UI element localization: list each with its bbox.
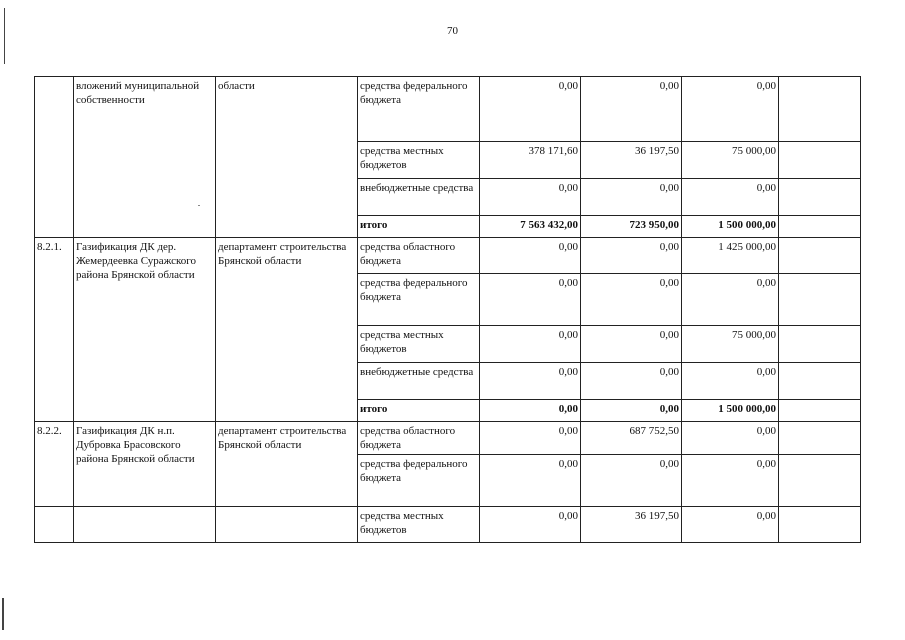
row-code-cell: [35, 77, 74, 238]
amount-cell-1: 0,00: [480, 422, 581, 455]
executor-cell: департамент строительства Брянской области: [216, 422, 358, 507]
amount-cell-3: 0,00: [682, 274, 779, 326]
amount-cell-2: 723 950,00: [581, 216, 682, 238]
funding-source-cell: итого: [358, 400, 480, 422]
amount-cell-1: 0,00: [480, 77, 581, 142]
amount-cell-2: 0,00: [581, 455, 682, 507]
extra-cell: [779, 326, 861, 363]
executor-cell: департамент строительства Брянской области: [216, 238, 358, 422]
row-code-cell: [35, 507, 74, 543]
amount-cell-1: 0,00: [480, 507, 581, 543]
amount-cell-2: 0,00: [581, 179, 682, 216]
extra-cell: [779, 179, 861, 216]
extra-cell: [779, 400, 861, 422]
amount-cell-1: 0,00: [480, 400, 581, 422]
funding-source-cell: средства федерального бюджета: [358, 274, 480, 326]
funding-source-cell: средства областного бюджета: [358, 422, 480, 455]
measure-name-cell: вложений муниципальной собственности: [74, 77, 216, 238]
executor-cell: [216, 507, 358, 543]
amount-cell-3: 0,00: [682, 507, 779, 543]
funding-source-cell: итого: [358, 216, 480, 238]
amount-cell-2: 0,00: [581, 274, 682, 326]
amount-cell-1: 0,00: [480, 363, 581, 400]
measure-name-cell: [74, 507, 216, 543]
amount-cell-3: 0,00: [682, 77, 779, 142]
row-code-cell: 8.2.2.: [35, 422, 74, 507]
table-row: [35, 238, 861, 274]
funding-source-cell: средства местных бюджетов: [358, 142, 480, 179]
funding-source-cell: средства федерального бюджета: [358, 77, 480, 142]
funding-source-cell: средства областного бюджета: [358, 238, 480, 274]
amount-cell-1: 0,00: [480, 179, 581, 216]
measure-name-cell: Газификация ДК н.п. Дубровка Брасовского района Брянской области: [74, 422, 216, 507]
amount-cell-1: 0,00: [480, 274, 581, 326]
scan-edge-mark: [2, 598, 4, 630]
table-row: [35, 77, 861, 142]
amount-cell-3: 0,00: [682, 422, 779, 455]
extra-cell: [779, 142, 861, 179]
funding-source-cell: внебюджетные средства: [358, 179, 480, 216]
extra-cell: [779, 363, 861, 400]
amount-cell-3: 1 500 000,00: [682, 400, 779, 422]
page-number: 70: [447, 25, 458, 37]
extra-cell: [779, 455, 861, 507]
amount-cell-3: 0,00: [682, 455, 779, 507]
extra-cell: [779, 274, 861, 326]
amount-cell-3: 1 425 000,00: [682, 238, 779, 274]
extra-cell: [779, 507, 861, 543]
table-row: [35, 507, 861, 543]
extra-cell: [779, 238, 861, 274]
funding-source-cell: внебюджетные средства: [358, 363, 480, 400]
amount-cell-1: 0,00: [480, 455, 581, 507]
amount-cell-2: 0,00: [581, 238, 682, 274]
scan-edge-mark: [4, 8, 5, 64]
amount-cell-3: 75 000,00: [682, 326, 779, 363]
amount-cell-3: 0,00: [682, 179, 779, 216]
extra-cell: [779, 422, 861, 455]
budget-table: [34, 76, 861, 543]
amount-cell-2: 0,00: [581, 326, 682, 363]
amount-cell-1: 0,00: [480, 238, 581, 274]
amount-cell-1: 7 563 432,00: [480, 216, 581, 238]
amount-cell-2: 687 752,50: [581, 422, 682, 455]
row-code-cell: 8.2.1.: [35, 238, 74, 422]
amount-cell-3: 75 000,00: [682, 142, 779, 179]
amount-cell-2: 36 197,50: [581, 142, 682, 179]
funding-source-cell: средства федерального бюджета: [358, 455, 480, 507]
measure-name-cell: Газификация ДК дер. Жемердеевка Суражского района Брянской области: [74, 238, 216, 422]
amount-cell-3: 1 500 000,00: [682, 216, 779, 238]
amount-cell-3: 0,00: [682, 363, 779, 400]
amount-cell-1: 0,00: [480, 326, 581, 363]
extra-cell: [779, 216, 861, 238]
extra-cell: [779, 77, 861, 142]
amount-cell-1: 378 171,60: [480, 142, 581, 179]
amount-cell-2: 0,00: [581, 363, 682, 400]
amount-cell-2: 0,00: [581, 77, 682, 142]
funding-source-cell: средства местных бюджетов: [358, 326, 480, 363]
amount-cell-2: 36 197,50: [581, 507, 682, 543]
funding-source-cell: средства местных бюджетов: [358, 507, 480, 543]
amount-cell-2: 0,00: [581, 400, 682, 422]
executor-cell: области: [216, 77, 358, 238]
table-row: [35, 422, 861, 455]
